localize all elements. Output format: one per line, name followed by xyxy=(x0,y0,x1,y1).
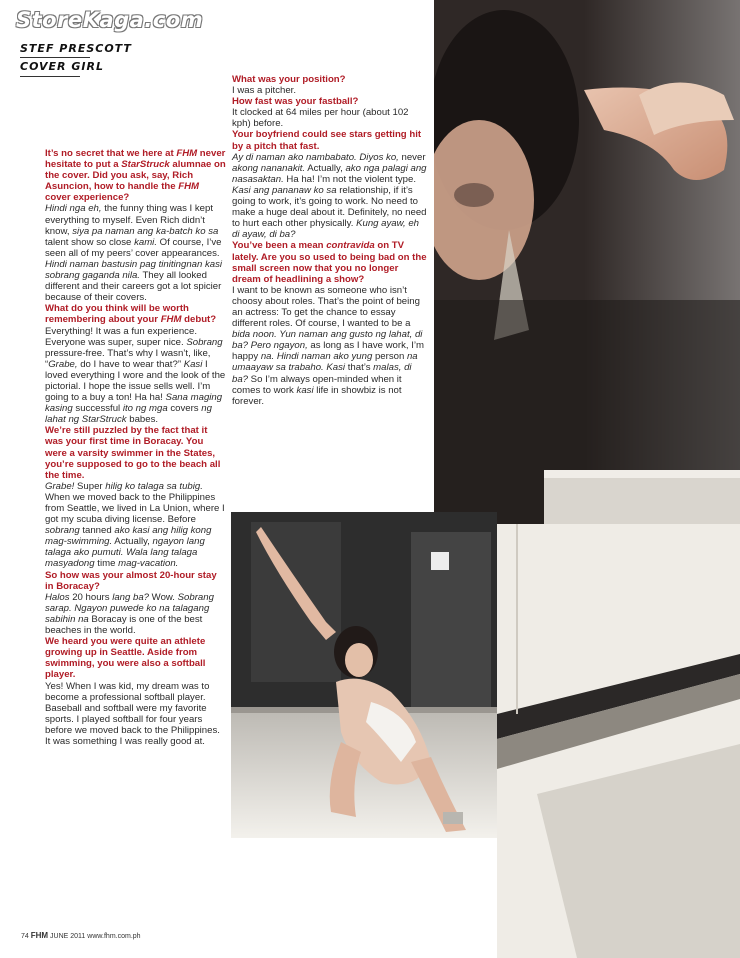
text-run: the funny thing was I kept everything to myself. Even Rich didn’t know, xyxy=(45,203,214,237)
interview-question xyxy=(232,240,428,284)
photo-crouching-pose xyxy=(231,512,497,838)
magazine-url: www.fhm.com.ph xyxy=(87,933,141,940)
text-run: Your boyfriend could see stars getting hit by a pitch that fast. xyxy=(232,129,422,152)
text-run: person xyxy=(372,351,407,363)
italic-run: ako nga palagi ang nasasaktan. xyxy=(232,162,427,185)
text-run: never hesitate to put a xyxy=(45,148,226,171)
interview-answer xyxy=(232,107,428,129)
italic-run: ngayon lang talaga ako pumuti. Wala lang talaga masyadong xyxy=(45,536,205,570)
window-ledge-illustration xyxy=(497,524,740,958)
italic-run: Grabe, xyxy=(48,358,78,370)
italic-run: FHM xyxy=(178,181,200,193)
text-run: We heard you were quite an athlete growing up in Seattle. Aside from swimming, you were also a softball player. xyxy=(45,636,206,681)
italic-run: Halos xyxy=(45,591,70,603)
italic-run: contravida xyxy=(326,240,375,252)
interview-question xyxy=(45,425,227,480)
text-run: You’ve been a mean xyxy=(232,240,327,252)
text-run: Boracay is one of the best beaches in the world. xyxy=(45,613,203,637)
text-run: Ha ha! I’m not the violent type. xyxy=(283,173,417,185)
interview-question xyxy=(45,570,227,592)
italic-run: Sobrang xyxy=(186,336,223,348)
interview-question xyxy=(232,96,428,107)
text-run: life in showbiz is not forever. xyxy=(232,384,402,407)
article-column-left xyxy=(45,148,227,747)
text-run: I want to be known as someone who isn’t choosy about roles. That’s the point of being an actress: To get the chance to essay different roles. Of course, I wanted to be a xyxy=(232,284,420,330)
text-run: alumnae on the cover. Did you ask, say, Rich Asuncion, how to handle the xyxy=(45,159,226,193)
italic-run: Ay di naman ako nambabato. Diyos ko, xyxy=(232,151,399,163)
text-run: Wow. xyxy=(149,591,178,603)
text-run: as long as I have work, I’m happy xyxy=(232,340,424,363)
interview-question xyxy=(45,303,227,325)
italic-run: StarStruck xyxy=(121,159,170,171)
text-run: Super xyxy=(74,480,106,492)
italic-run: ng lahat ng StarStruck xyxy=(45,403,212,426)
interview-question xyxy=(45,636,227,680)
interview-answer xyxy=(232,152,428,241)
issue-date: JUNE 2011 xyxy=(50,933,86,940)
italic-run: hilig ko talaga sa tubig. xyxy=(105,480,203,492)
text-run: babes. xyxy=(126,414,159,426)
interview-answer xyxy=(232,85,428,96)
interview-question xyxy=(232,129,428,151)
italic-run: Kung ayaw, eh di ayaw, di ba? xyxy=(232,218,420,241)
italic-run: Hindi nga eh, xyxy=(45,203,102,215)
italic-run: mag-vacation. xyxy=(118,558,179,570)
italic-run: na umaayaw sa trabaho. Kasi xyxy=(232,351,418,374)
text-run: Everything! It was a fun experience. Everyone was super, super nice. xyxy=(45,325,197,348)
italic-run: na. Hindi naman ako yung xyxy=(260,351,373,363)
watermark-text: StoreKaga.com xyxy=(16,8,204,32)
interview-answer xyxy=(45,326,227,426)
text-run: Actually, xyxy=(305,162,346,174)
italic-run: Grabe! xyxy=(45,480,75,492)
text-run: I was a pitcher. xyxy=(232,85,296,97)
italic-run: bida noon. Yun naman ang gusto ng lahat, di ba? Pero ngayon, xyxy=(232,329,423,352)
italic-run: ito ng mga xyxy=(122,403,168,415)
text-run: What was your position? xyxy=(232,74,346,85)
text-run: It’s no secret that we here at xyxy=(45,148,177,159)
text-run: When we moved back to the Philippines from Seattle, we lived in La Union, where I got my scuba diving license. Before xyxy=(45,491,225,526)
text-run: Actually, xyxy=(112,536,153,548)
text-run: They all looked different and their careers got a lot spicier because of their covers. xyxy=(45,270,222,304)
italic-run: lang ba? xyxy=(112,591,150,603)
photo-reflection-illustration xyxy=(434,0,740,524)
magazine-name: FHM xyxy=(30,931,49,940)
text-run: So I’m always open-minded when it comes to work xyxy=(232,373,402,396)
text-run: 20 hours xyxy=(69,591,113,603)
text-run: do I have to wear that?” xyxy=(77,358,184,370)
text-run: Of course, I’ve seen all of my peers’ cover appearances. xyxy=(45,236,222,259)
text-run: I loved everything I wore and the look of the pictorial. I hope the issue sells well. I’m going to a buy a ton! Ha ha! xyxy=(45,358,226,404)
text-run: on TV lately. Are you so used to being bad on the small screen now that you no longer dream of headlining a show? xyxy=(232,240,427,285)
interview-answer xyxy=(45,592,227,636)
italic-run: kasi xyxy=(296,384,314,396)
section-rule-2 xyxy=(20,76,80,77)
text-run: successful xyxy=(72,403,123,415)
text-run: covers xyxy=(167,403,202,415)
section-rule xyxy=(20,57,90,58)
italic-run: sobrang xyxy=(45,525,80,537)
text-run: Yes! When I was kid, my dream was to become a professional softball player. Baseball and softball were my favorite sports. I played softball for four years before we moved back to the Philippines. It was something I was really good at. xyxy=(45,680,220,747)
cover-photo-reflection xyxy=(434,0,740,524)
interview-answer xyxy=(232,285,428,407)
text-run: cover experience? xyxy=(45,192,130,204)
italic-run: Hindi naman bastusin pag tinitingnan kasi sobrang gaganda nila. xyxy=(45,258,223,282)
article-column-middle xyxy=(232,74,428,407)
text-run: How fast was your fastball? xyxy=(232,96,359,108)
text-run: debut? xyxy=(181,314,217,326)
section-subtitle: COVER GIRL xyxy=(20,60,104,73)
italic-run: akong nananakit. xyxy=(232,162,306,174)
text-run: talent show so close xyxy=(45,236,135,248)
italic-run: malas, di ba? xyxy=(232,362,412,385)
photo-window-ledge xyxy=(497,524,740,958)
text-run: pressure-free. That’s why I wasn’t, like, “ xyxy=(45,347,211,370)
interview-answer xyxy=(45,203,227,303)
italic-run: ako kasi ang hilig kong mag-swimming. xyxy=(45,525,212,548)
italic-run: Kasi ang pananaw ko sa xyxy=(232,184,337,196)
page-footer xyxy=(21,931,141,940)
interview-question xyxy=(45,148,227,203)
text-run: It clocked at 64 miles per hour (about 102 kph) before. xyxy=(232,107,409,130)
italic-run: siya pa naman ang ka-batch ko sa xyxy=(72,225,219,237)
text-run: What do you think will be worth remembering about your xyxy=(45,303,189,326)
italic-run: Kasi xyxy=(183,358,203,370)
text-run: that’s xyxy=(345,362,374,374)
italic-run: Sana maging kasing xyxy=(45,392,223,415)
text-run: never xyxy=(398,151,426,163)
interview-question xyxy=(232,74,428,85)
interview-answer xyxy=(45,481,227,570)
italic-run: kami. xyxy=(134,236,157,248)
page-number: 74 xyxy=(21,933,29,940)
italic-run: Sobrang sarap. Ngayon puwede ko na talagang sabihin na xyxy=(45,591,214,625)
text-run: So how was your almost 20-hour stay in Boracay? xyxy=(45,569,217,592)
photo-crouching-illustration xyxy=(231,512,497,838)
section-title: STEF PRESCOTT xyxy=(20,42,132,55)
italic-run: FHM xyxy=(160,314,182,326)
text-run: tanned xyxy=(79,525,115,537)
text-run: relationship, if it’s going to work, it’s going to work. No need to make a huge deal about it. Definitely, no need to hurt each other physically. xyxy=(232,184,427,230)
text-run: time xyxy=(94,558,119,570)
interview-answer xyxy=(45,681,227,748)
text-run: We’re still puzzled by the fact that it was your first time in Boracay. You were a varsity swimmer in the States, you’re supposed to go to the beach all the time. xyxy=(45,425,221,481)
italic-run: FHM xyxy=(176,148,198,159)
